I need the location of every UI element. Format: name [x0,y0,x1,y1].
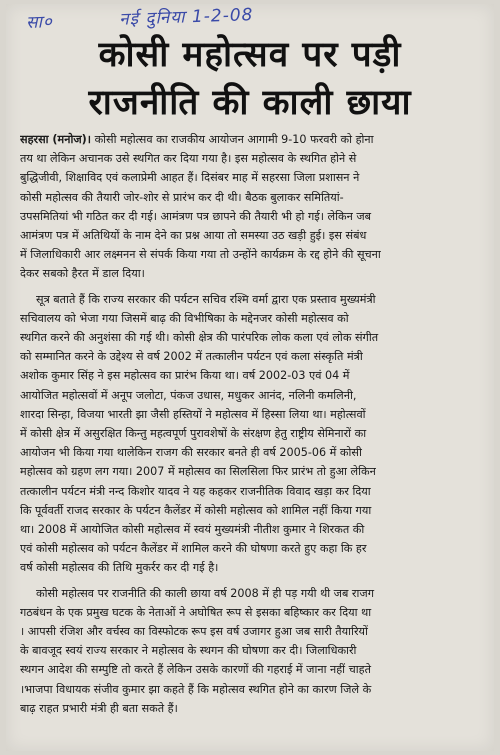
paragraph-line: था। 2008 में आयोजित कोसी महोत्सव में स्वयं मुख्यमंत्री नीतीश कुमार ने शिरकत की [20,523,365,537]
paragraph-3 [20,584,480,718]
paragraph-line: आयोजित महोत्सवों में अनूप जलोटा, पंकज उधास, मधुकर आनंद, नलिनी कमलिनी, [20,388,357,402]
headline-line-2: राजनीति की काली छाया [88,83,412,123]
paragraph-line: बाढ़ राहत प्रभारी मंत्री ही बता सकते हैं। [20,701,178,715]
paragraph-line: गठबंधन के एक प्रमुख घटक के नेताओं ने अघोषित रूप से इसका बहिष्कार कर दिया था [20,605,372,619]
paragraph-line: अशोक कुमार सिंह ने इस महोत्सव का प्रारंभ किया था। वर्ष 2002-03 एवं 04 में [20,369,350,383]
byline: सहरसा (मनोज)। [20,133,91,146]
headline-line-1: कोसी महोत्सव पर पड़ी [98,35,402,75]
paragraph-line: देकर सबको हैरत में डाल दिया। [20,267,145,281]
note-paper: नई दुनिया [118,7,186,30]
paragraph-line: स्थगित करने की अनुशंसा की गई थी। कोसी क्षेत्र की पारंपरिक लोक कला एवं लोक संगीत [20,331,379,345]
paragraph-2 [20,290,480,578]
paragraph-line: उपसमितियां भी गठित कर दी गई। आमंत्रण पत्र छापने की तैयारी भी हो गई। लेकिन जब [20,209,372,223]
article-body [20,130,480,724]
paragraph-line: तत्कालीन पर्यटन मंत्री नन्द किशोर यादव ने यह कहकर राजनीतिक विवाद खड़ा कर दिया [20,484,371,498]
paragraph-line: कोसी महोत्सव पर राजनीति की काली छाया वर्ष 2008 में ही पड़ गयी थी जब राजग [36,586,374,600]
paragraph-line: में जिलाधिकारी आर लक्ष्मनन से संपर्क किया गया तो उन्होंने कार्यक्रम के रद्द होने की सूचना [20,248,381,262]
paragraph-line: आयोजन भी किया गया थालेकिन राजग की सरकार बनते ही वर्ष 2005-06 में कोसी [20,446,362,460]
paragraph-line: कि पूर्ववर्ती राजद सरकार के पर्यटन कैलेंडर में कोसी महोत्सव को शामिल नहीं किया गया [20,503,372,517]
paragraph-line: महोत्सव को ग्रहण लग गया। 2007 में महोत्सव का सिलसिला फिर प्रारंभ तो हुआ लेकिन [20,465,376,479]
paragraph-line: सचिवालय को भेजा गया जिसमें बाढ़ की विभीषिका के मद्देनजर कोसी महोत्सव को [20,311,349,325]
paragraph-line: स्थगन आदेश की सम्पुष्टि तो करते हैं लेकिन उसके कारणों की गहराई में जाना नहीं चाहते [20,663,371,677]
paragraph-line: ।भाजपा विधायक संजीव कुमार झा कहते हैं कि महोत्सव स्थगित होने का कारण जिले के [20,682,372,696]
paragraph-line: को सम्मानित करने के उद्देश्य से वर्ष 2002 में तत्कालीन पर्यटन एवं कला संस्कृति मंत्री [20,350,363,364]
paragraph-line: कोसी महोत्सव की तैयारी जोर-शोर से प्रारंभ कर दी थी। बैठक बुलाकर समितियां- [20,190,344,204]
note-source: सा० [25,12,54,33]
note-date: 1-2-08 [191,5,254,28]
paragraph-line: के बावजूद स्वयं राज्य सरकार ने महोत्सव के स्थगन की घोषणा कर दी। जिलाधिकारी [20,644,357,658]
paragraph-line: सहरसा (मनोज)। कोसी महोत्सव का राजकीय आयोजन आगामी 9-10 फरवरी को होना [20,133,374,146]
paragraph-line: बुद्धिजीवी, शिक्षाविद एवं कलाप्रेमी आहत हैं। दिसंबर माह में सहरसा जिला प्रशासन ने [20,171,360,185]
paragraph-line: शारदा सिन्हा, विजया भारती झा जैसी हस्तियों ने महोत्सव में हिस्सा लिया था। महोत्सवों [20,407,366,421]
paragraph-line: सूत्र बताते हैं कि राज्य सरकार की पर्यटन सचिव रश्मि वर्मा द्वारा एक प्रस्ताव मुख्यमंत्री [36,292,376,306]
paragraph-line: । आपसी रंजिश और वर्चस्व का विस्फोटक रूप इस वर्ष उजागर हुआ जब सारी तैयारियों [20,625,368,639]
paragraph-line: तय था लेकिन अचानक उसे स्थगित कर दिया गया है। इस महोत्सव के स्थगित होने से [20,152,357,166]
paragraph-line: में कोसी क्षेत्र में असुरक्षित किन्तु महत्वपूर्ण पुरावशेषों के संरक्षण हेतु राष्ट्रीय सेमिनारों का [20,427,367,441]
paragraph-line: आमंत्रण पत्र में अतिथियों के नाम देने का प्रश्न आया तो समस्या उठ खड़ी हुई। इस संबंध [20,229,367,243]
paragraph-1 [20,130,480,284]
paragraph-line: एवं कोसी महोत्सव को पर्यटन कैलेंडर में शामिल करने की घोषणा करते हुए कहा कि हर [20,542,367,556]
paragraph-line: वर्ष कोसी महोत्सव की तिथि मुकर्रर कर दी गई है। [20,561,219,575]
